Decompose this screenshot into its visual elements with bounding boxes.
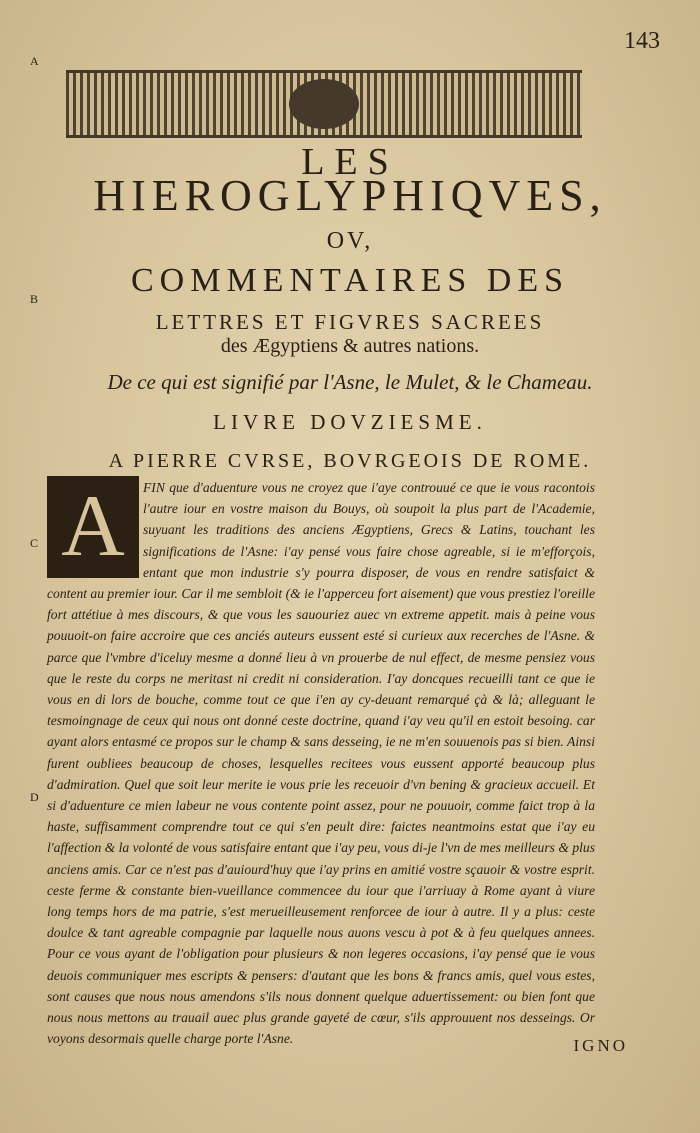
title-line-lettres: LETTRES ET FIGVRES SACREES <box>155 310 545 334</box>
title-line-commentaires: COMMENTAIRES DES <box>130 262 570 299</box>
margin-letter-b: B <box>30 292 39 306</box>
title-line-ou: OV, <box>326 228 374 254</box>
chapter-subject: De ce qui est signifié par l'Asne, le Mulet, & le Chameau. <box>107 370 593 394</box>
body-text: FIN que d'aduenture vous ne croyez que i'aye controuué ce que ie vous racontois l'autre iour en vostre maison du Bouys, où soupoit la plus part de l'Academie, suyuant les traditions des anciens Ægyptiens, Grecs & Latins, touchant les significations de l'Asne: i'ay pensé vous faire chose agreable, si ie m'efforçois, entant que mon industrie s'y pourra disposer, de vous en rendre satisfaict & content au premier iour. Car il me sembloit (& ie l'apperceu fort aisement) que vous prestiez l'oreille fort attétiue à mes discours, & que vous les sauouriez auec vn extreme appetit. mais à peine vous pouuoit-on faire accroire que ces anciés auteurs eussent esté si curieux aux recerches de l'Asne. & parce que l'vmbre d'iceluy mesme a donné lieu à vn prouerbe de nul effect, de mesme pensiez vous que le reste du corps ne meritast ni credit ni consideration. I'ay doncques recueilli tant ce que ie vous en di lors de bouche, comme tout ce que i'en ay cy-deuant remarqué çà & là; alleguant le tesmoingnage de ceux qui nous ont donné ceste doctrine, quand i'ay veu qu'il en estoit besoing. car ayant alors entasmé ce propos sur le champ & sans desseing, ie ne m'en souuenois pas si bien. Ainsi furent oubliees beaucoup de choses, lesquelles recitees vous eussent apporté beaucoup plus d'admiration. Quel que soit leur merite ie vous prie les receuoir d'vn bening & gracieux accueil. Et si d'aduenture ce mien labeur ne vous contente point assez, pour ne pouuoir, comme faict trop à la haste, suffisamment comprendre tout ce qui s'en peult dire: faictes neantmoins estat que i'ay eu l'affection & la volonté de vous satisfaire entant que i'ay peu, vous di-je l'vn de mes meilleurs & plus anciens amis. Car ce n'est pas d'auiourd'huy que i'ay prins en amitié vostre sçauoir & vostre esprit. ceste ferme & constante bien-vueillance commencee du iour que i'arriuay à Rome ayant à viure long temps hors de ma patrie, s'est merueilleusement renforcee de iour à autre. Il y a plus: ceste doulce & tant agreable compagnie par laquelle nous auons vescu à pot & à feu quelques annees. Pour ce vous ayant de l'obligation pour plusieurs & non legeres occasions, i'ay pensé que ie vous deuois communiquer mes escripts & pensers: d'autant que les bons & francs amis, quel vous estes, sont causes que nous nous amendons s'ils nous donnent quelque aduertissement: ou bien font que nous nous mettons au trauail auec plus grande gayeté de cœur, s'ils approuuent nos desseings. Or voyons desormais quelle charge porte l'Asne. <box>47 480 595 1047</box>
title-line-les: LES <box>301 141 399 183</box>
page-number: 143 <box>624 28 660 54</box>
title-line-aegyptiens: des Ægyptiens & autres nations. <box>220 335 480 357</box>
ornament-mask-icon <box>289 79 359 129</box>
title-line-hieroglyphiques: HIEROGLYPHIQVES, <box>93 171 607 220</box>
body-paragraph <box>47 477 595 1049</box>
margin-letter-c: C <box>30 536 39 550</box>
headpiece-ornament <box>66 70 582 138</box>
catchword: IGNO <box>573 1036 628 1055</box>
book-heading: LIVRE DOVZIESME. <box>213 410 487 434</box>
margin-letter-d: D <box>30 790 39 804</box>
margin-letter-a: A <box>30 54 39 68</box>
drop-cap: A <box>47 476 139 578</box>
drop-cap-spacer <box>47 477 143 583</box>
dedication-heading: A PIERRE CVRSE, BOVRGEOIS DE ROME. <box>108 450 592 472</box>
